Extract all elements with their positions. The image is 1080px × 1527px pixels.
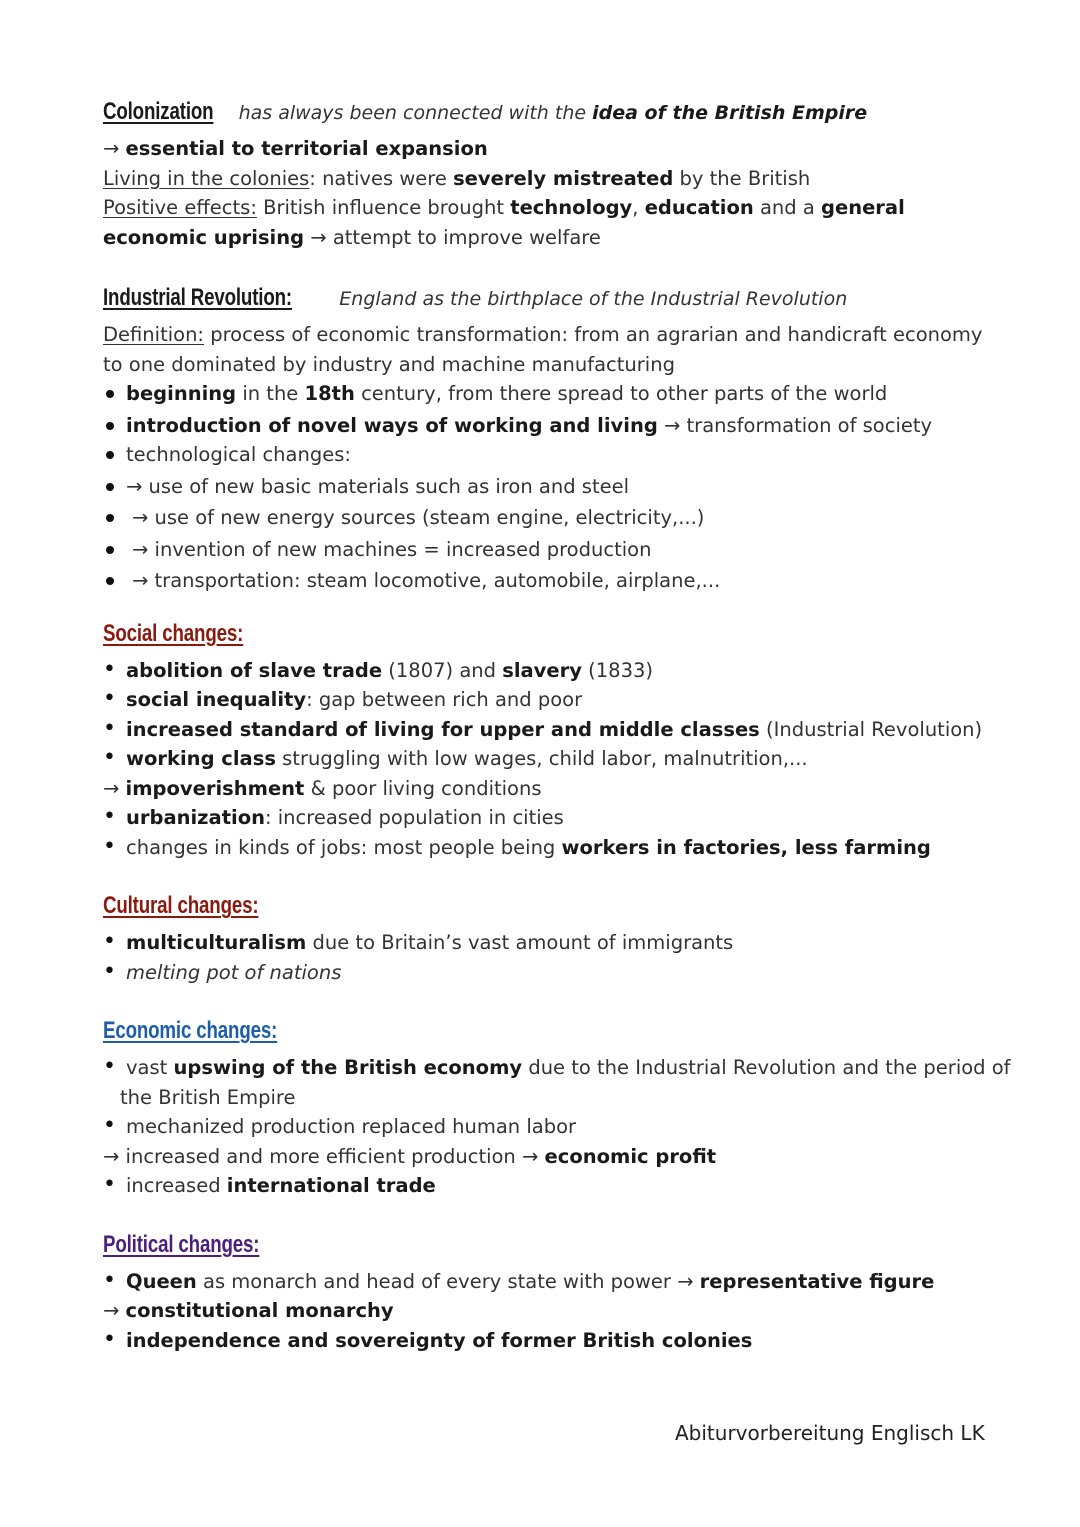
economic-b3-b: economic profit (544, 1144, 717, 1168)
colonization-line-3-b: technology (510, 196, 633, 219)
colonization-line-4-rest: → attempt to improve welfare (310, 225, 601, 249)
economic-b1-d: the British Empire (120, 1085, 296, 1109)
list-item (103, 1296, 1003, 1326)
list-item: • mechanized production replaced human labor (103, 1112, 1003, 1142)
colonization-line-2 (103, 164, 1003, 194)
section-political-changes (103, 1231, 1003, 1356)
colonization-line-3-c: , (632, 196, 639, 219)
label-living-in-colonies: Living in the colonies (103, 166, 310, 190)
list-item (103, 958, 1003, 988)
economic-b1-a: vast (126, 1056, 168, 1079)
section-colonization (103, 98, 1003, 252)
social-b3-b: (Industrial Revolution) (766, 717, 983, 741)
section-industrial-revolution (103, 284, 1003, 596)
section-social-changes (103, 620, 1003, 863)
social-b5-a: impoverishment (125, 776, 305, 800)
social-b4-a: working class (126, 747, 276, 770)
colonization-line-1-bold: essential to territorial expansion (125, 137, 488, 160)
colonization-line-3-a: British influence brought (263, 196, 505, 219)
social-b1-c: slavery (502, 658, 582, 682)
colonization-line-3-f: general (821, 196, 905, 219)
colonization-line-3-d: education (644, 196, 754, 219)
colonization-line-1 (103, 134, 1003, 164)
industrial-b6: → invention of new machines = increased production (132, 537, 652, 561)
list-item (103, 411, 1003, 441)
social-b5-b: & poor living conditions (310, 776, 542, 800)
colonization-line-3 (103, 193, 1003, 223)
notes-page (103, 98, 1011, 1355)
industrial-b1-b: in the (242, 382, 299, 405)
list-item (103, 566, 1003, 596)
social-b2-a: social inequality (126, 688, 307, 711)
economic-b4-a: increased (126, 1174, 221, 1197)
economic-b4-b: international trade (226, 1174, 436, 1197)
cultural-b1-b: due to Britain’s vast amount of immigrants (312, 931, 734, 954)
list-item (103, 803, 1003, 833)
cultural-b1-a: multiculturalism (126, 931, 307, 954)
colonization-line-2-a: : natives were (309, 166, 447, 190)
industrial-b5: → use of new energy sources (steam engine, electricity,...) (132, 506, 705, 529)
industrial-subtitle: England as the birthplace of the Industrial Revolution (339, 288, 848, 310)
colonization-subtitle (239, 102, 868, 124)
industrial-b7: → transportation: steam locomotive, automobile, airplane,... (132, 569, 721, 592)
arrow: → (103, 137, 120, 160)
heading-cultural-changes: Cultural changes: (103, 892, 259, 919)
colonization-subtitle-b: idea of the British Empire (592, 102, 868, 124)
list-item (103, 685, 1003, 715)
colonization-line-4 (103, 223, 1003, 253)
list-item (103, 503, 1003, 533)
social-b1-a: abolition of slave trade (126, 658, 383, 682)
social-b1-d: (1833) (588, 658, 653, 682)
political-b1-c: representative figure (699, 1269, 935, 1293)
colonization-line-2-b: severely mistreated (453, 166, 674, 190)
cultural-b2: melting pot of nations (126, 960, 342, 984)
list-item (103, 1326, 1003, 1356)
social-b3-a: increased standard of living for upper and middle classes (126, 717, 760, 741)
colonization-line-3-e: and a (759, 196, 815, 219)
section-economic-changes (103, 1017, 1011, 1201)
list-item (103, 1142, 1003, 1172)
political-b3: independence and sovereignty of former British colonies (126, 1328, 753, 1352)
list-item (103, 656, 1003, 686)
colonization-subtitle-a: has always been connected with the (238, 102, 587, 124)
heading-industrial-revolution: Industrial Revolution: (103, 284, 292, 311)
list-item (103, 744, 1003, 774)
heading-social-changes: Social changes: (103, 619, 244, 647)
industrial-definition-text: process of economic transformation: from an agrarian and handicraft economy (210, 323, 983, 346)
industrial-b2-bold: introduction of novel ways of working and living (126, 413, 658, 437)
industrial-definition-2: to one dominated by industry and machine manufacturing (103, 352, 675, 376)
arrow: → (103, 1299, 120, 1322)
industrial-definition-1 (103, 320, 1003, 350)
list-item (103, 535, 1003, 565)
industrial-b1-c: 18th (304, 382, 355, 405)
list-item (103, 833, 1003, 863)
list-item-continuation (103, 1083, 1003, 1113)
colonization-line-4-bold: economic uprising (103, 225, 305, 249)
section-cultural-changes (103, 892, 1003, 987)
economic-b3-a: → increased and more efficient production → (103, 1144, 539, 1168)
heading-economic-changes: Economic changes: (103, 1017, 278, 1044)
heading-colonization: Colonization (103, 98, 214, 125)
list-item: → use of new basic materials such as iron and steel (103, 472, 1003, 502)
political-b2-b: constitutional monarchy (125, 1299, 394, 1322)
industrial-b1-d: century, from there spread to other parts of the world (361, 382, 888, 405)
list-item (103, 1053, 1011, 1083)
social-b4-b: struggling with low wages, child labor, malnutrition,... (282, 747, 808, 770)
list-item: technological changes: (103, 440, 1003, 470)
economic-b1-c: due to the Industrial Revolution and the period of (528, 1056, 1011, 1079)
arrow: → (103, 776, 120, 800)
list-item (103, 1267, 1003, 1297)
industrial-b1-a: beginning (126, 382, 237, 405)
page-footer: Abiturvorbereitung Englisch LK (675, 1421, 985, 1445)
list-item (103, 774, 1003, 804)
label-definition: Definition: (103, 323, 204, 346)
list-item (103, 379, 1003, 409)
list-item (103, 1171, 1003, 1201)
political-b1-a: Queen (126, 1269, 197, 1293)
social-b2-b: : gap between rich and poor (306, 688, 583, 711)
social-b6-a: urbanization (126, 806, 265, 829)
heading-political-changes: Political changes: (103, 1230, 260, 1258)
industrial-b2-rest: → transformation of society (664, 413, 933, 437)
economic-b1-b: upswing of the British economy (173, 1056, 523, 1079)
colonization-line-2-c: by the British (679, 166, 811, 190)
political-b1-b: as monarch and head of every state with power → (203, 1269, 694, 1293)
list-item (103, 928, 1003, 958)
social-b7-a: changes in kinds of jobs: most people being (126, 835, 556, 859)
social-b6-b: : increased population in cities (264, 806, 564, 829)
list-item (103, 715, 1003, 745)
social-b1-b: (1807) and (388, 658, 497, 682)
social-b7-b: workers in factories, less farming (561, 835, 931, 859)
label-positive-effects: Positive effects: (103, 196, 257, 219)
